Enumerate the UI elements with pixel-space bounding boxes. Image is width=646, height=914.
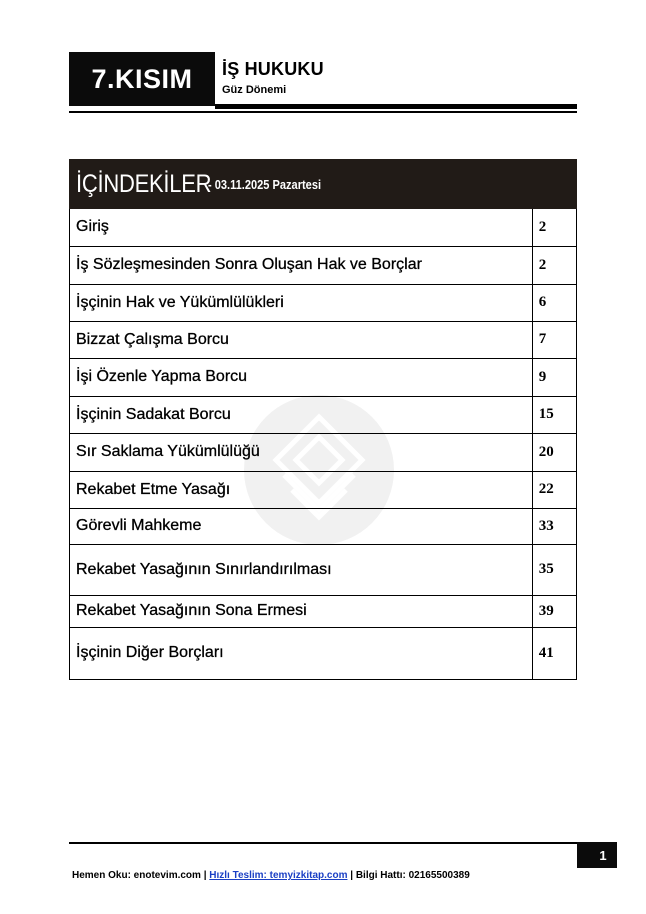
page-number: 1 [599, 847, 607, 863]
toc-header [69, 159, 577, 209]
toc-row [70, 358, 577, 396]
toc-entry-page: 2 [532, 246, 576, 284]
toc-row [70, 595, 577, 627]
page-number-box [577, 842, 617, 868]
toc-row [70, 544, 577, 595]
toc-entry-title: İşi Özenle Yapma Borcu [70, 358, 533, 396]
toc-entry-title: İşçinin Diğer Borçları [70, 627, 533, 679]
document-title: İŞ HUKUKU [222, 59, 324, 79]
toc-table [69, 209, 577, 680]
section-label: 7.KISIM [91, 63, 193, 94]
toc-entry-title: Görevli Mahkeme [70, 508, 533, 544]
section-label-box [69, 52, 215, 106]
toc-entry-title: İş Sözleşmesinden Sonra Oluşan Hak ve Borçlar [70, 246, 533, 284]
toc-entry-page: 2 [532, 209, 576, 246]
header-rule-thin [69, 111, 577, 113]
toc-entry-title: İşçinin Sadakat Borcu [70, 396, 533, 433]
toc-entry-title: Rekabet Yasağının Sona Ermesi [70, 595, 533, 627]
toc-entry-title: Rekabet Etme Yasağı [70, 471, 533, 508]
toc-date: - 03.11.2025 Pazartesi [207, 176, 321, 192]
table-of-contents [69, 159, 577, 680]
toc-row [70, 508, 577, 544]
toc-entry-page: 41 [532, 627, 576, 679]
toc-entry-page: 15 [532, 396, 576, 433]
toc-entry-page: 7 [532, 321, 576, 358]
toc-entry-page: 39 [532, 595, 576, 627]
toc-row [70, 471, 577, 508]
toc-row [70, 284, 577, 321]
document-subtitle: Güz Dönemi [222, 84, 287, 96]
toc-entry-title: Giriş [70, 209, 533, 246]
toc-entry-page: 20 [532, 433, 576, 471]
toc-row [70, 627, 577, 679]
toc-entry-page: 22 [532, 471, 576, 508]
toc-row [70, 209, 577, 246]
toc-entry-page: 33 [532, 508, 576, 544]
toc-entry-title: Bizzat Çalışma Borcu [70, 321, 533, 358]
toc-entry-title: Sır Saklama Yükümlülüğü [70, 433, 533, 471]
toc-entry-title: Rekabet Yasağının Sınırlandırılması [70, 544, 533, 595]
toc-entry-page: 35 [532, 544, 576, 595]
toc-entry-page: 6 [532, 284, 576, 321]
footer-rule [69, 842, 577, 844]
header-rule-thick [215, 104, 577, 109]
toc-row [70, 396, 577, 433]
footer-hotline: | Bilgi Hattı: 02165500389 [350, 870, 470, 881]
toc-entry-title: İşçinin Hak ve Yükümlülükleri [70, 284, 533, 321]
toc-row [70, 321, 577, 358]
footer-text [72, 870, 470, 881]
toc-row [70, 246, 577, 284]
toc-heading: İÇİNDEKİLER [76, 169, 212, 198]
footer-delivery-link[interactable]: Hızlı Teslim: temyizkitap.com [209, 870, 348, 881]
toc-entry-page: 9 [532, 358, 576, 396]
footer-read-label: Hemen Oku: enotevim.com | [72, 870, 207, 881]
toc-row [70, 433, 577, 471]
